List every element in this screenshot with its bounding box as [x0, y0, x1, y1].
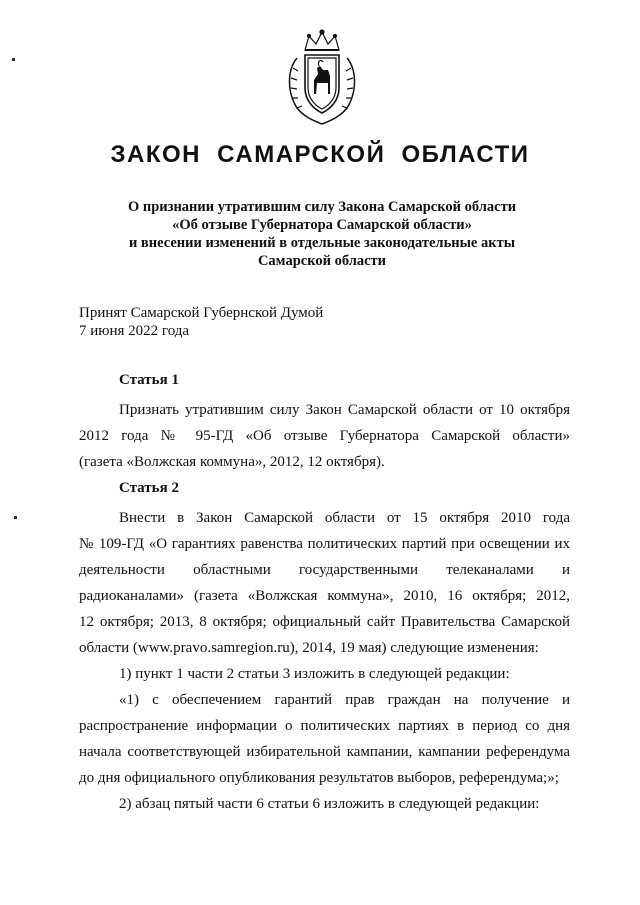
coat-of-arms-icon [283, 28, 361, 126]
list-item: 2) абзац пятый части 6 статьи 6 изложить в следующей редакции: [119, 796, 540, 812]
subtitle-line: Самарской области [257, 253, 387, 269]
text-line: Внести в Закон Самарской области от 15 октября 2010 года [119, 510, 570, 526]
list-item: 1) пункт 1 части 2 статьи 3 изложить в следующей редакции: [119, 666, 510, 682]
text-line: области (www.pravo.samregion.ru), 2014, 19 мая) следующие изменения: [79, 640, 539, 656]
law-title: ЗАКОН САМАРСКОЙ ОБЛАСТИ [110, 141, 530, 168]
text-line: распространение информации о политических партиях в период со дня [79, 718, 570, 734]
article-2-heading: Статья 2 [119, 480, 179, 496]
subtitle-line: и внесении изменений в отдельные законодательные акты [128, 235, 516, 251]
text-line: Признать утратившим силу Закон Самарской области от 10 октября [119, 402, 570, 418]
subtitle-line: «Об отзыве Губернатора Самарской области» [172, 217, 472, 233]
scan-speck [14, 516, 17, 519]
law-subtitle [80, 198, 564, 270]
adoption-date: 7 июня 2022 года [79, 323, 190, 339]
scan-speck [12, 58, 15, 61]
text-line: до дня официального опубликования результатов выборов, референдума;»; [79, 770, 559, 786]
adoption-line: Принят Самарской Губернской Думой [79, 305, 324, 321]
text-line: (газета «Волжская коммуна», 2012, 12 октября). [79, 454, 385, 470]
text-line: № 109-ГД «О гарантиях равенства политических партий при освещении их [79, 536, 570, 552]
article-1-text [79, 397, 570, 475]
text-line: деятельности областными государственными телеканалами и [79, 562, 570, 578]
text-line: «1) с обеспечением гарантий прав граждан на получение и [119, 692, 570, 708]
article-1-heading: Статья 1 [119, 372, 179, 388]
article-2-text [79, 505, 570, 817]
adoption-note [79, 304, 479, 340]
text-line: радиоканалами» (газета «Волжская коммуна», 2010, 16 октября; 2012, [79, 588, 570, 604]
subtitle-line: О признании утратившим силу Закона Самарской области [127, 199, 517, 215]
text-line: 12 октября; 2013, 8 октября; официальный сайт Правительства Самарской [79, 614, 570, 630]
text-line: 2012 года № 95-ГД «Об отзыве Губернатора Самарской области» [79, 428, 570, 444]
text-line: начала соответствующей избирательной кампании, кампании референдума [79, 744, 570, 760]
